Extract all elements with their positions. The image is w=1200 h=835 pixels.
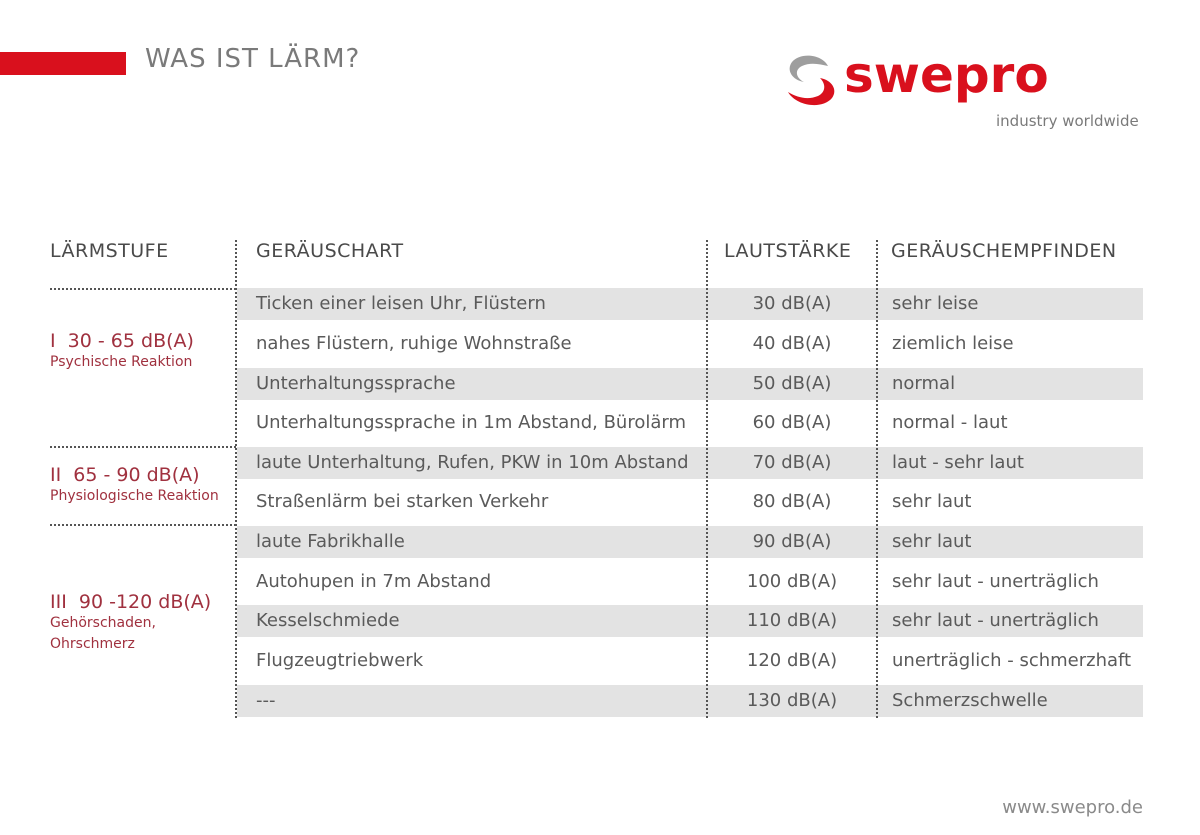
cell-source: laute Unterhaltung, Rufen, PKW in 10m Abstand bbox=[256, 452, 689, 473]
cell-perception: ziemlich leise bbox=[892, 333, 1014, 354]
table-row bbox=[237, 526, 1143, 558]
table-row bbox=[237, 447, 1143, 479]
cell-perception: sehr laut bbox=[892, 531, 972, 552]
level-divider bbox=[50, 446, 236, 448]
column-divider bbox=[235, 240, 237, 718]
cell-volume: 100 dB(A) bbox=[746, 571, 838, 592]
cell-perception: normal - laut bbox=[892, 412, 1008, 433]
cell-perception: Schmerzschwelle bbox=[892, 690, 1048, 711]
level-title: I 30 - 65 dB(A) bbox=[50, 330, 194, 352]
cell-perception: normal bbox=[892, 373, 956, 394]
column-header-laermstufe: LÄRMSTUFE bbox=[50, 240, 169, 262]
column-header-geraeuschempfinden: GERÄUSCHEMPFINDEN bbox=[891, 240, 1117, 262]
cell-volume: 90 dB(A) bbox=[752, 531, 832, 552]
column-divider bbox=[706, 240, 708, 718]
level-subtitle: Physiologische Reaktion bbox=[50, 488, 219, 504]
table-row bbox=[237, 407, 1143, 439]
cell-volume: 30 dB(A) bbox=[752, 293, 832, 314]
cell-perception: sehr laut bbox=[892, 491, 972, 512]
cell-volume: 120 dB(A) bbox=[746, 650, 838, 671]
cell-perception: sehr laut - unerträglich bbox=[892, 610, 1099, 631]
cell-source: Flugzeugtriebwerk bbox=[256, 650, 424, 671]
cell-perception: laut - sehr laut bbox=[892, 452, 1024, 473]
cell-volume: 70 dB(A) bbox=[752, 452, 832, 473]
accent-bar bbox=[0, 52, 126, 75]
level-subtitle: Psychische Reaktion bbox=[50, 354, 193, 370]
cell-source: Kesselschmiede bbox=[256, 610, 400, 631]
table-row bbox=[237, 288, 1143, 320]
cell-volume: 60 dB(A) bbox=[752, 412, 832, 433]
level-subtitle: Gehörschaden, bbox=[50, 615, 156, 631]
logo-wordmark: swepro bbox=[844, 46, 1049, 104]
cell-source: Unterhaltungssprache in 1m Abstand, Bürolärm bbox=[256, 412, 686, 433]
table-row bbox=[237, 486, 1143, 518]
logo-tagline: industry worldwide bbox=[996, 112, 1139, 130]
cell-perception: sehr laut - unerträglich bbox=[892, 571, 1099, 592]
website-url[interactable]: www.swepro.de bbox=[1002, 797, 1143, 818]
cell-source: Ticken einer leisen Uhr, Flüstern bbox=[256, 293, 546, 314]
cell-source: Autohupen in 7m Abstand bbox=[256, 571, 492, 592]
cell-source: --- bbox=[256, 690, 276, 711]
cell-perception: sehr leise bbox=[892, 293, 979, 314]
cell-volume: 110 dB(A) bbox=[746, 610, 838, 631]
cell-perception: unerträglich - schmerzhaft bbox=[892, 650, 1132, 671]
cell-source: nahes Flüstern, ruhige Wohnstraße bbox=[256, 333, 572, 354]
cell-source: Straßenlärm bei starken Verkehr bbox=[256, 491, 549, 512]
level-divider bbox=[50, 288, 236, 290]
page-title: WAS IST LÄRM? bbox=[145, 44, 361, 74]
cell-volume: 80 dB(A) bbox=[752, 491, 832, 512]
swepro-s-swoosh-icon bbox=[782, 52, 838, 110]
level-title: III 90 -120 dB(A) bbox=[50, 591, 212, 613]
level-subtitle: Ohrschmerz bbox=[50, 636, 135, 652]
cell-source: laute Fabrikhalle bbox=[256, 531, 405, 552]
table-row bbox=[237, 645, 1143, 677]
swepro-logo bbox=[782, 46, 1142, 132]
table-row bbox=[237, 605, 1143, 637]
column-header-geraeuschart: GERÄUSCHART bbox=[256, 240, 404, 262]
cell-source: Unterhaltungssprache bbox=[256, 373, 456, 394]
table-row bbox=[237, 566, 1143, 598]
table-row bbox=[237, 368, 1143, 400]
table-row bbox=[237, 685, 1143, 717]
column-divider bbox=[876, 240, 878, 718]
cell-volume: 40 dB(A) bbox=[752, 333, 832, 354]
noise-level-2 bbox=[50, 464, 219, 507]
cell-volume: 50 dB(A) bbox=[752, 373, 832, 394]
level-title: II 65 - 90 dB(A) bbox=[50, 464, 200, 486]
noise-level-1 bbox=[50, 330, 194, 373]
noise-level-3 bbox=[50, 591, 211, 655]
level-divider bbox=[50, 524, 236, 526]
column-header-lautstaerke: LAUTSTÄRKE bbox=[724, 240, 852, 262]
table-row bbox=[237, 328, 1143, 360]
cell-volume: 130 dB(A) bbox=[746, 690, 838, 711]
